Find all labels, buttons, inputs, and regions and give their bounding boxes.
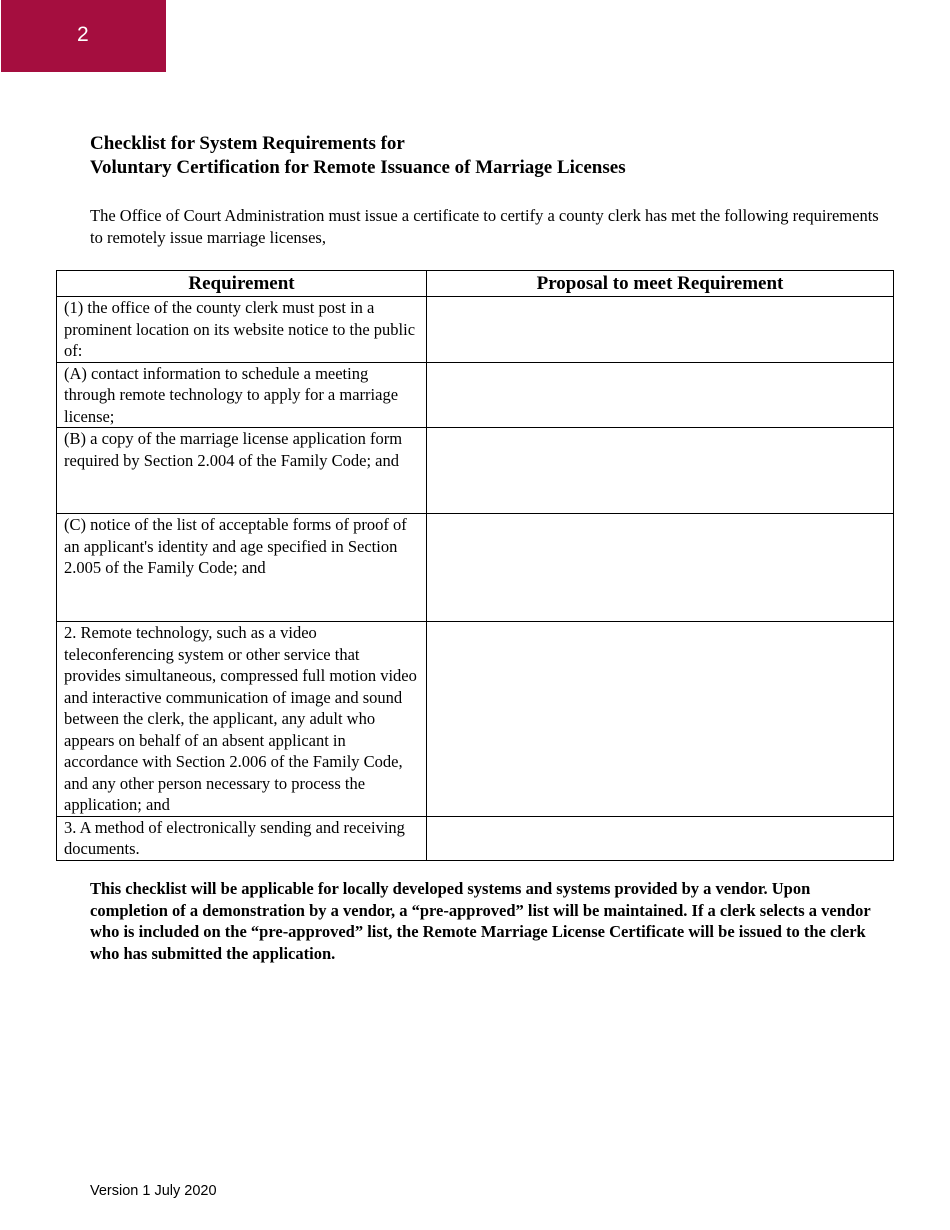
proposal-cell[interactable] [427,297,894,363]
title-line-1: Checklist for System Requirements for [90,133,405,154]
requirement-column-header: Requirement [57,271,427,297]
proposal-cell[interactable] [427,622,894,817]
requirement-cell: 2. Remote technology, such as a video teleconferencing system or other service that provides simultaneous, compressed full motion video and interactive communication of image and sound between the clerk, the applicant, any adult who appears on behalf of an absent applicant in accordance with Section 2.006 of the Family Code, and any other person necessary to process the application; and [57,622,427,817]
proposal-column-header: Proposal to meet Requirement [427,271,894,297]
table-row [57,622,894,817]
requirement-cell: 3. A method of electronically sending and receiving documents. [57,816,427,860]
version-footer: Version 1 July 2020 [90,1183,217,1199]
closing-note: This checklist will be applicable for locally developed systems and systems provided by a vendor. Upon completion of a demonstration by a vendor, a “pre-approved” list will be maintained. If a clerk selects a vendor who is included on the “pre-approved” list, the Remote Marriage License Certificate will be issued to the clerk who has submitted the application. [90,879,871,963]
requirement-cell: (B) a copy of the marriage license application form required by Section 2.004 of the Family Code; and [57,428,427,514]
title-line-2: Voluntary Certification for Remote Issuance of Marriage Licenses [90,157,626,178]
table-row [57,362,894,428]
proposal-cell[interactable] [427,362,894,428]
document-title [90,132,626,180]
proposal-cell[interactable] [427,514,894,622]
table-row [57,428,894,514]
requirement-cell: (1) the office of the county clerk must post in a prominent location on its website notice to the public of: [57,297,427,363]
table-header-row [57,271,894,297]
intro-paragraph: The Office of Court Administration must issue a certificate to certify a county clerk has met the following requirements to remotely issue marriage licenses, [90,206,879,247]
table-row [57,816,894,860]
table-row [57,514,894,622]
requirements-table [56,270,894,861]
proposal-cell[interactable] [427,816,894,860]
requirement-cell: (C) notice of the list of acceptable forms of proof of an applicant's identity and age specified in Section 2.005 of the Family Code; and [57,514,427,622]
proposal-cell[interactable] [427,428,894,514]
requirement-cell: (A) contact information to schedule a meeting through remote technology to apply for a marriage license; [57,362,427,428]
table-row [57,297,894,363]
page-number: 2 [77,23,89,46]
page-number-tab [1,0,166,72]
